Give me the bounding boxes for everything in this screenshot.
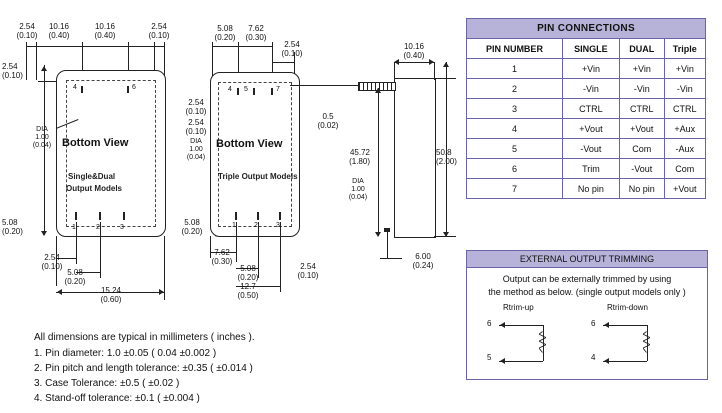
mid-pin-label-2: 2: [254, 222, 258, 229]
left-view-subtitle-1: Single&Dual: [68, 172, 116, 181]
left-pin-label-6: 6: [132, 84, 136, 91]
cell-triple: CTRL: [664, 99, 705, 119]
mid-dim-left-2: 2.54 (0.10): [185, 118, 207, 136]
left-pin-label-1: 1: [72, 224, 76, 231]
trim-right-pin-top: 6: [591, 319, 596, 328]
mid-pin-2: [257, 212, 259, 220]
side-dia-l2: 1.00: [351, 186, 365, 193]
mid-view-title: Bottom View: [216, 138, 283, 150]
cell-pin: 7: [467, 179, 563, 199]
cell-triple: +Vin: [664, 59, 705, 79]
trim-line-2: the method as below. (single output models only ): [488, 287, 686, 297]
table-row: [467, 99, 706, 119]
arrow-down-icon: [41, 231, 47, 236]
cell-triple: +Vout: [664, 179, 705, 199]
cell-pin: 6: [467, 159, 563, 179]
side-dim-length-line: [378, 88, 379, 236]
mid-dim-left-3: 5.08 (0.20): [181, 218, 203, 236]
resistor-right-icon: [643, 331, 650, 353]
cell-triple: Com: [664, 159, 705, 179]
notes-block: [34, 330, 255, 406]
left-pin-label-3: 3: [120, 224, 124, 231]
mid-pin-label-3: 3: [276, 222, 280, 229]
table-column-row: [467, 39, 706, 59]
cell-single: CTRL: [562, 99, 619, 119]
resistor-left-icon: [539, 331, 546, 353]
trim-up-label: Rtrim-up: [503, 303, 534, 312]
mid-dim-bottom-3: 12.7 (0.50): [237, 282, 259, 300]
mid-dim-line-c: [272, 62, 294, 63]
mid-pin-label-4: 4: [228, 86, 232, 93]
side-dia-callout: [338, 178, 378, 202]
left-pin-label-2: 2: [96, 224, 100, 231]
trim-left-wire-top: [499, 325, 543, 326]
left-dia-l3: (0.04): [32, 142, 52, 149]
col-triple: Triple: [664, 39, 705, 59]
trim-title: EXTERNAL OUTPUT TRIMMING: [467, 251, 707, 268]
left-pin-6: [127, 86, 129, 93]
cell-triple: -Aux: [664, 139, 705, 159]
arrow-left-icon: [57, 289, 62, 295]
left-dim-top-3: 10.16 (0.40): [94, 22, 116, 40]
mid-pin-4: [237, 88, 239, 95]
trim-down-label: Rtrim-down: [607, 303, 648, 312]
side-ext-top: [434, 78, 456, 79]
arrow-up-icon: [375, 88, 381, 93]
note-item: 4. Stand-off tolerance: ±0.1 ( ±0.004 ): [34, 393, 200, 404]
mid-dim-left-1: 2.54 (0.10): [185, 98, 207, 116]
left-pin-3: [123, 212, 125, 220]
trim-diagram: [467, 301, 707, 379]
left-dim-tick-b: [76, 222, 77, 264]
side-dim-bottom: 6.00 (0.24): [412, 252, 434, 270]
mid-dim-line-a: [212, 46, 238, 47]
trim-description: [467, 268, 707, 301]
side-dim-length: 45.72 (1.80): [349, 148, 370, 166]
trim-right-pin-bottom: 4: [591, 353, 596, 362]
col-single: SINGLE: [562, 39, 619, 59]
cell-dual: +Vout: [619, 119, 664, 139]
side-dim-bottom-line: [380, 258, 402, 259]
cell-single: +Vout: [562, 119, 619, 139]
cell-triple: -Vin: [664, 79, 705, 99]
trim-line-1: Output can be externally trimmed by using: [502, 274, 672, 284]
left-pin-4: [81, 86, 83, 93]
left-pin-2: [99, 212, 101, 220]
cell-single: No pin: [562, 179, 619, 199]
cell-dual: -Vin: [619, 79, 664, 99]
cell-triple: +Aux: [664, 119, 705, 139]
mid-pin-7: [271, 88, 273, 95]
table-row: [467, 179, 706, 199]
cell-pin: 3: [467, 99, 563, 119]
mid-pin-label-5: 5: [244, 86, 248, 93]
arrow-left-icon: [500, 358, 505, 364]
cell-single: -Vout: [562, 139, 619, 159]
cell-dual: No pin: [619, 179, 664, 199]
trim-left-pin-bottom: 5: [487, 353, 492, 362]
arrow-left-icon: [500, 322, 505, 328]
mid-dim-top-1: 5.08 (0.20): [214, 24, 236, 42]
mid-pin-label-1: 1: [232, 222, 236, 229]
mid-dia-l3: (0.04): [186, 154, 206, 161]
cell-dual: -Vout: [619, 159, 664, 179]
left-dim-bottom-3: 15.24 (0.60): [100, 286, 122, 304]
mid-dim-05: 0.5 (0.02): [317, 112, 339, 130]
trim-right-wire-top: [603, 325, 647, 326]
cell-pin: 1: [467, 59, 563, 79]
table-header-row: [467, 19, 706, 39]
left-dim-vline: [44, 65, 45, 235]
mid-dim-top-3: 2.54 (0.10): [281, 40, 303, 58]
left-dia-l1: DIA: [36, 126, 48, 133]
arrow-left-icon: [604, 358, 609, 364]
cell-pin: 4: [467, 119, 563, 139]
left-pin-label-4: 4: [73, 84, 77, 91]
side-dia-l1: DIA: [352, 178, 364, 185]
table-row: [467, 79, 706, 99]
col-dual: DUAL: [619, 39, 664, 59]
trim-left-wire-bottom: [499, 361, 543, 362]
cell-pin: 5: [467, 139, 563, 159]
table-row: [467, 119, 706, 139]
side-dim-height: 50.8 (2.00): [436, 148, 457, 166]
cell-single: Trim: [562, 159, 619, 179]
table-row: [467, 159, 706, 179]
mid-view-subtitle: Triple Output Models: [218, 172, 298, 181]
left-dim-bottom-1: 2.54 (0.10): [41, 253, 63, 271]
cell-dual: CTRL: [619, 99, 664, 119]
arrow-up-icon: [41, 66, 47, 71]
col-pin-number: PIN NUMBER: [467, 39, 563, 59]
pin-table-title: PIN CONNECTIONS: [467, 19, 706, 39]
mid-dia-callout: [176, 138, 216, 162]
side-view: [300, 0, 466, 320]
left-dim-bottom-2: 5.08 (0.20): [64, 268, 86, 286]
notes-intro: All dimensions are typical in millimeters ( inches ).: [34, 332, 255, 343]
left-view-subtitle-2: Output Models: [66, 184, 122, 193]
mid-dim-bottom-4: 2.54 (0.10): [297, 262, 319, 280]
external-output-trimming-box: [466, 250, 708, 380]
note-item: 1. Pin diameter: 1.0 ±0.05 ( 0.04 ±0.002 ): [34, 348, 217, 359]
mid-package-inner: [218, 82, 292, 227]
cell-single: +Vin: [562, 59, 619, 79]
arrow-right-icon: [159, 289, 164, 295]
left-dim-tick-b: [100, 222, 101, 278]
side-lead-line: [290, 85, 360, 86]
mid-dim-bottom-1: 7.62 (0.30): [211, 248, 233, 266]
side-dia-l3: (0.04): [348, 194, 368, 201]
table-row: [467, 139, 706, 159]
left-dim-top-1: 2.54 (0.10): [16, 22, 38, 40]
mid-dia-l2: 1.00: [189, 146, 203, 153]
left-dim-top-2: 10.16 (0.40): [48, 22, 70, 40]
side-dim-top: 10.16 (0.40): [403, 42, 425, 60]
mid-pin-5: [253, 88, 255, 95]
note-item: 3. Case Tolerance: ±0.5 ( ±0.02 ): [34, 378, 180, 389]
left-pin-1: [75, 212, 77, 220]
left-package-inner: [66, 80, 156, 227]
arrow-left-icon: [604, 322, 609, 328]
mid-pin-1: [235, 212, 237, 220]
arrow-up-icon: [443, 62, 449, 67]
mid-dia-l1: DIA: [190, 138, 202, 145]
cell-dual: +Vin: [619, 59, 664, 79]
table-row: [467, 59, 706, 79]
pin-connections-table: [466, 18, 706, 199]
cell-single: -Vin: [562, 79, 619, 99]
left-dia-l2: 1.00: [35, 134, 49, 141]
mid-pin-3: [279, 212, 281, 220]
trim-left-pin-top: 6: [487, 319, 492, 328]
mid-dim-bottom-2: 5.08 (0.20): [237, 264, 259, 282]
left-dim-tick-b: [164, 236, 165, 300]
mid-dim-tick-b: [280, 222, 281, 292]
arrow-down-icon: [375, 232, 381, 237]
note-item: 2. Pin pitch and length tolerance: ±0.35 ( ±0.014 ): [34, 363, 253, 374]
left-dim-left-bottom: 5.08 (0.20): [2, 218, 23, 236]
side-pin-line: [387, 232, 388, 258]
cell-pin: 2: [467, 79, 563, 99]
mid-dim-line-b: [238, 46, 272, 47]
side-dim-height-line: [446, 62, 447, 236]
trim-right-wire-bottom: [603, 361, 647, 362]
mid-pin-label-7: 7: [276, 86, 280, 93]
left-dim-left-top: 2.54 (0.10): [2, 62, 23, 80]
left-dim-top-4: 2.54 (0.10): [148, 22, 170, 40]
cell-dual: Com: [619, 139, 664, 159]
left-dim-top-line: [26, 46, 164, 47]
mid-dim-top-2: 7.62 (0.30): [245, 24, 267, 42]
side-dim-top-line: [394, 62, 434, 63]
side-ext-bottom: [434, 236, 456, 237]
side-body-outline: [394, 78, 436, 238]
left-view-title: Bottom View: [62, 137, 129, 149]
left-package-view: [0, 0, 180, 320]
left-dia-callout: [22, 126, 62, 150]
